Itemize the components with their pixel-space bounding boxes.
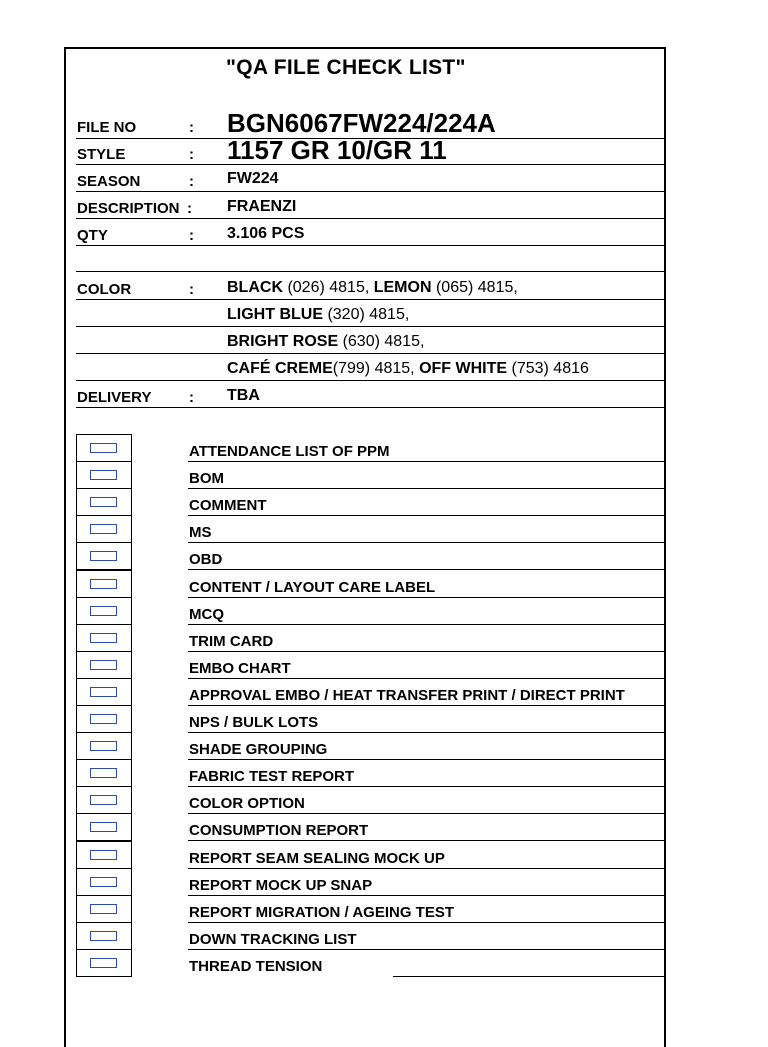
checklist-item-label: SHADE GROUPING — [189, 741, 328, 758]
divider — [76, 326, 666, 327]
color-name: BRIGHT ROSE — [227, 333, 339, 350]
checkbox[interactable] — [90, 768, 117, 778]
color-colon: : — [189, 281, 194, 298]
checkbox[interactable] — [90, 822, 117, 832]
checklist-item-label: DOWN TRACKING LIST — [189, 931, 357, 948]
color-code: (320) 4815, — [323, 306, 410, 323]
divider — [188, 542, 666, 543]
divider — [188, 813, 666, 814]
checkbox[interactable] — [90, 660, 117, 670]
checkbox[interactable] — [90, 931, 117, 941]
checkbox[interactable] — [90, 714, 117, 724]
divider — [188, 732, 666, 733]
color-name: CAFÉ CREME — [227, 360, 333, 377]
checkbox[interactable] — [90, 795, 117, 805]
color-code: (026) 4815, — [283, 279, 374, 296]
divider — [188, 840, 666, 841]
checklist-item-label: NPS / BULK LOTS — [189, 714, 319, 731]
divider — [188, 515, 666, 516]
color-line-3 — [227, 333, 424, 351]
file-no-colon: : — [189, 119, 194, 136]
checklist-item-label: ATTENDANCE LIST OF PPM — [189, 443, 390, 460]
checklist-item-label: REPORT MIGRATION / AGEING TEST — [189, 904, 455, 921]
checkbox[interactable] — [90, 687, 117, 697]
file-no-value: BGN6067FW224/224A — [227, 108, 496, 138]
season-colon: : — [189, 173, 194, 190]
style-value: 1157 GR 10/GR 11 — [227, 135, 447, 165]
divider — [188, 786, 666, 787]
checkbox[interactable] — [90, 633, 117, 643]
form-frame — [64, 47, 666, 1047]
checkbox[interactable] — [90, 850, 117, 860]
file-no-label: FILE NO — [77, 119, 137, 136]
color-code: (799) 4815, — [332, 360, 420, 377]
checklist-item-label: FABRIC TEST REPORT — [189, 768, 355, 785]
delivery-colon: : — [189, 389, 194, 406]
divider — [76, 353, 666, 354]
qty-label: QTY — [77, 227, 108, 244]
color-line-4 — [227, 360, 589, 378]
divider — [76, 407, 666, 408]
qty-value: 3.106 PCS — [227, 225, 305, 242]
divider — [76, 191, 666, 192]
checkbox[interactable] — [90, 606, 117, 616]
delivery-label: DELIVERY — [77, 389, 152, 406]
divider — [188, 868, 666, 869]
description-value: FRAENZI — [227, 198, 297, 215]
checklist-item-label: CONSUMPTION REPORT — [189, 822, 369, 839]
color-code: (753) 4816 — [507, 360, 589, 377]
checklist-item-label: MCQ — [189, 606, 224, 623]
divider — [188, 597, 666, 598]
checkbox[interactable] — [90, 443, 117, 453]
qty-colon: : — [189, 227, 194, 244]
checklist-item-label: BOM — [189, 470, 224, 487]
checkbox[interactable] — [90, 524, 117, 534]
divider — [76, 164, 666, 165]
divider — [188, 759, 666, 760]
color-name: OFF WHITE — [419, 360, 508, 377]
color-code: (065) 4815, — [431, 279, 518, 296]
divider — [188, 651, 666, 652]
divider — [188, 705, 666, 706]
description-colon: : — [187, 200, 192, 217]
checkbox[interactable] — [90, 741, 117, 751]
checklist-item-label: CONTENT / LAYOUT CARE LABEL — [189, 579, 436, 596]
color-name: BLACK — [227, 279, 283, 296]
divider — [188, 949, 666, 950]
checklist-item-label: REPORT MOCK UP SNAP — [189, 877, 373, 894]
checklist-item-label: OBD — [189, 551, 223, 568]
style-colon: : — [189, 146, 194, 163]
color-code: (630) 4815, — [338, 333, 425, 350]
checklist-item-label: MS — [189, 524, 212, 541]
style-label: STYLE — [77, 146, 126, 163]
season-value: FW224 — [227, 170, 279, 187]
divider — [188, 624, 666, 625]
divider — [188, 678, 666, 679]
divider — [188, 922, 666, 923]
divider — [76, 380, 666, 381]
checklist-item-label: TRIM CARD — [189, 633, 274, 650]
checkbox[interactable] — [90, 470, 117, 480]
checklist-item-label: COLOR OPTION — [189, 795, 305, 812]
color-name: LEMON — [373, 279, 432, 296]
divider — [76, 218, 666, 219]
divider — [188, 895, 666, 896]
description-label: DESCRIPTION — [77, 200, 180, 217]
checkbox[interactable] — [90, 904, 117, 914]
divider — [76, 271, 666, 272]
delivery-value: TBA — [227, 387, 260, 404]
season-label: SEASON — [77, 173, 141, 190]
checklist-item-label: EMBO CHART — [189, 660, 291, 677]
color-label: COLOR — [77, 281, 132, 298]
divider — [76, 299, 666, 300]
color-line-1 — [227, 279, 518, 297]
color-name: LIGHT BLUE — [227, 306, 323, 323]
divider — [188, 488, 666, 489]
checkbox[interactable] — [90, 877, 117, 887]
checkbox[interactable] — [90, 551, 117, 561]
divider — [76, 245, 666, 246]
checklist-item-label: COMMENT — [189, 497, 267, 514]
divider — [188, 569, 666, 570]
document-title: "QA FILE CHECK LIST" — [226, 56, 466, 79]
divider — [393, 976, 666, 977]
checklist-item-label: REPORT SEAM SEALING MOCK UP — [189, 850, 445, 867]
checkbox[interactable] — [90, 579, 117, 589]
color-line-2 — [227, 306, 409, 324]
checkbox[interactable] — [90, 497, 117, 507]
checklist-item-label: THREAD TENSION — [189, 958, 323, 975]
checklist-item-label: APPROVAL EMBO / HEAT TRANSFER PRINT / DIRECT PRINT — [189, 687, 625, 704]
divider — [188, 461, 666, 462]
checkbox[interactable] — [90, 958, 117, 968]
